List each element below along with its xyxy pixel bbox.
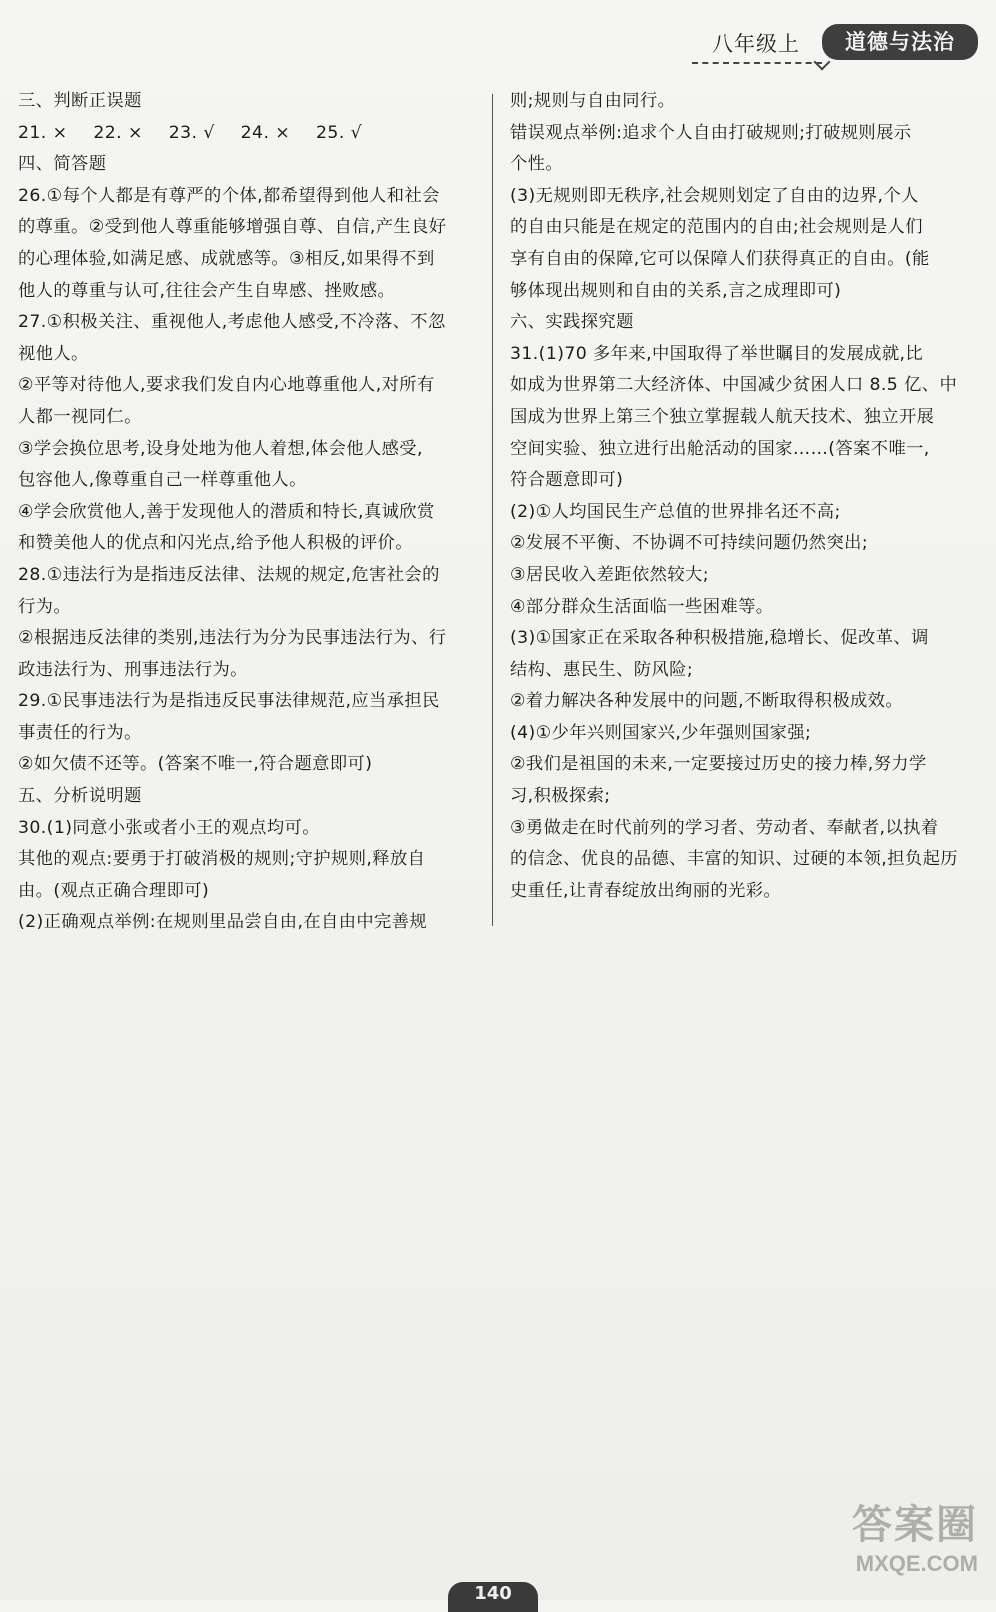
answer-line: (3)①国家正在采取各种积极措施,稳增长、促改革、调 [510, 628, 929, 649]
header-dashed-rule [692, 62, 822, 64]
section-heading-judgment: 三、判断正误题 [18, 91, 142, 111]
answer-line: 够体现出规则和自由的关系,言之成理即可) [510, 280, 842, 301]
watermark-logo [828, 1500, 978, 1590]
section-heading-analysis: 五、分析说明题 [18, 786, 142, 807]
answer-line: 结构、惠民生、防风险; [510, 659, 694, 680]
answer-line: 则;规则与自由同行。 [510, 91, 676, 111]
answer-line: 错误观点举例:追求个人自由打破规则;打破规则展示 [510, 122, 912, 143]
left-column [18, 86, 484, 939]
answer-line: 视他人。 [18, 343, 89, 364]
judgment-item: 22. × [93, 122, 143, 143]
answer-line: (2)①人均国民生产总值的世界排名还不高; [510, 501, 841, 522]
watermark-text: 答案圈 [852, 1502, 978, 1548]
answer-line: ③学会换位思考,设身处地为他人着想,体会他人感受, [18, 438, 423, 459]
answer-line: 他人的尊重与认可,往往会产生自卑感、挫败感。 [18, 280, 396, 301]
answer-line: 27.①积极关注、重视他人,考虑他人感受,不冷落、不忽 [18, 312, 446, 333]
answer-line: (3)无规则即无秩序,社会规则划定了自由的边界,个人 [510, 185, 919, 206]
answer-line: 人都一视同仁。 [18, 406, 142, 427]
answer-line: 28.①违法行为是指违反法律、法规的规定,危害社会的 [18, 564, 440, 585]
answer-line: 的信念、优良的品德、丰富的知识、过硬的本领,担负起历 [510, 849, 958, 870]
page-number: 140 [448, 1582, 538, 1612]
judgment-item: 25. √ [316, 122, 363, 143]
answer-line: 由。(观点正确合理即可) [18, 880, 210, 901]
answer-line: ②发展不平衡、不协调不可持续问题仍然突出; [510, 533, 869, 554]
answer-line: 26.①每个人都是有尊严的个体,都希望得到他人和社会 [18, 185, 440, 206]
subject-badge: 道德与法治 [822, 24, 978, 60]
right-column [510, 86, 980, 907]
answer-line: 29.①民事违法行为是指违反民事法律规范,应当承担民 [18, 691, 440, 712]
answer-line: 空间实验、独立进行出舱活动的国家……(答案不唯一, [510, 438, 930, 459]
answer-line: 习,积极探索; [510, 786, 611, 807]
answer-line: 个性。 [510, 154, 564, 175]
answer-line: (2)正确观点举例:在规则里品尝自由,在自由中完善规 [18, 912, 428, 933]
section-heading-practice: 六、实践探究题 [510, 312, 634, 333]
answer-line: 30.(1)同意小张或者小王的观点均可。 [18, 817, 320, 838]
answer-line: 行为。 [18, 596, 72, 617]
answer-line: ②我们是祖国的未来,一定要接过历史的接力棒,努力学 [510, 754, 927, 775]
answer-line: 其他的观点:要勇于打破消极的规则;守护规则,释放自 [18, 849, 426, 870]
answer-line: 的自由只能是在规定的范围内的自由;社会规则是人们 [510, 217, 923, 238]
answer-line: 31.(1)70 多年来,中国取得了举世瞩目的发展成就,比 [510, 343, 924, 364]
judgment-item: 21. × [18, 122, 68, 143]
answer-line: 事责任的行为。 [18, 722, 142, 743]
watermark-site: MXQE.COM [855, 1551, 978, 1576]
answer-line: ③居民收入差距依然较大; [510, 564, 709, 585]
answer-line: 享有自由的保障,它可以保障人们获得真正的自由。(能 [510, 248, 930, 269]
answer-line: ②平等对待他人,要求我们发自内心地尊重他人,对所有 [18, 375, 435, 396]
judgment-answers [18, 118, 484, 150]
answer-line: 国成为世界上第三个独立掌握载人航天技术、独立开展 [510, 406, 935, 427]
answer-line: ③勇做走在时代前列的学习者、劳动者、奉献者,以执着 [510, 817, 939, 838]
section-heading-short-answer: 四、简答题 [18, 154, 107, 175]
answer-line: (4)①少年兴则国家兴,少年强则国家强; [510, 722, 812, 743]
grade-label: 八年级上 [712, 32, 800, 56]
answer-line: 包容他人,像尊重自己一样尊重他人。 [18, 470, 307, 491]
answer-line: ②根据违反法律的类别,违法行为分为民事违法行为、行 [18, 628, 447, 649]
answer-line: 的尊重。②受到他人尊重能够增强自尊、自信,产生良好 [18, 217, 447, 238]
judgment-item: 24. × [240, 122, 291, 143]
answer-line: ②着力解决各种发展中的问题,不断取得积极成效。 [510, 691, 904, 712]
answer-line: 如成为世界第二大经济体、中国减少贫困人口 8.5 亿、中 [510, 375, 958, 396]
answer-line: 符合题意即可) [510, 470, 624, 491]
column-divider [492, 94, 493, 926]
answer-line: ④学会欣赏他人,善于发现他人的潜质和特长,真诚欣赏 [18, 501, 435, 522]
answer-line: 史重任,让青春绽放出绚丽的光彩。 [510, 880, 782, 901]
answer-line: ②如欠债不还等。(答案不唯一,符合题意即可) [18, 754, 373, 775]
answer-line: 和赞美他人的优点和闪光点,给予他人积极的评价。 [18, 533, 413, 554]
answer-line: 的心理体验,如满足感、成就感等。③相反,如果得不到 [18, 248, 435, 269]
judgment-item: 23. √ [168, 122, 215, 143]
page-header [678, 22, 978, 66]
answer-line: 政违法行为、刑事违法行为。 [18, 659, 248, 680]
answer-line: ④部分群众生活面临一些困难等。 [510, 596, 774, 617]
